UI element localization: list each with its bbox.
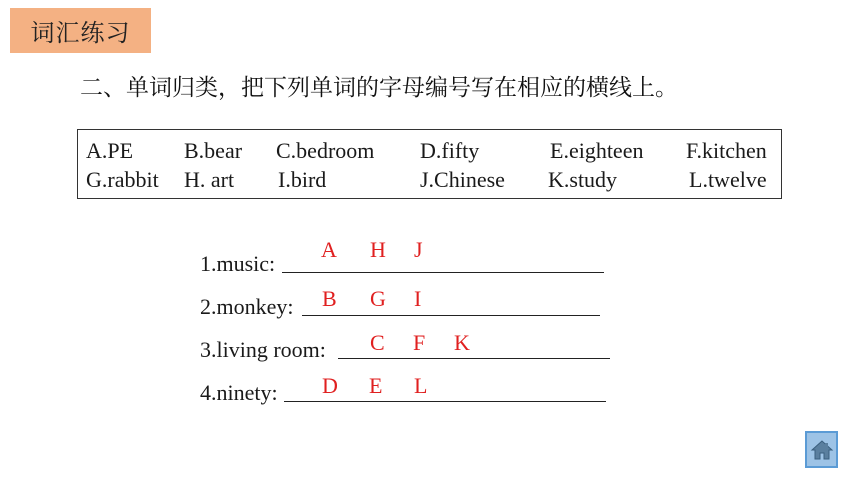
answer-letter: D (322, 373, 338, 398)
answer-letter: J (414, 237, 423, 262)
answer-letter: I (414, 286, 422, 311)
word-item: D.fifty (420, 138, 480, 163)
answer-blank[interactable] (302, 315, 600, 316)
word-item: G.rabbit (86, 167, 159, 192)
word-item: I.bird (278, 167, 327, 192)
answer-letter: B (322, 286, 337, 311)
answer-blank[interactable] (282, 272, 604, 273)
section-title: 词汇练习 (30, 19, 131, 47)
instruction-text: 二、单词归类，把下列单词的字母编号写在相应的横线上。 (80, 75, 678, 101)
word-item: C.bedroom (276, 138, 375, 163)
answer-blank[interactable] (284, 401, 606, 402)
word-item: F.kitchen (686, 138, 767, 163)
word-item: J.Chinese (420, 167, 505, 192)
answer-letter: H (370, 237, 386, 262)
question-label: 2.monkey: (200, 294, 294, 319)
home-button[interactable] (805, 431, 838, 468)
answer-letter: E (369, 373, 383, 398)
question-label: 3.living room: (200, 337, 326, 362)
home-icon (810, 438, 834, 462)
word-item: A.PE (86, 138, 134, 163)
word-item: K.study (548, 167, 618, 192)
answer-blank[interactable] (338, 358, 610, 359)
word-item: E.eighteen (550, 138, 644, 163)
section-title-tag (10, 8, 151, 53)
answer-letter: F (413, 330, 426, 355)
word-item: H. art (184, 167, 235, 192)
word-item: B.bear (184, 138, 243, 163)
answer-letter: L (414, 373, 428, 398)
answer-letter: K (454, 330, 470, 355)
question-label: 1.music: (200, 251, 276, 276)
word-bank-box (77, 129, 782, 199)
word-item: L.twelve (689, 167, 767, 192)
question-label: 4.ninety: (200, 380, 278, 405)
answer-letter: C (370, 330, 385, 355)
answer-letter: A (321, 237, 337, 262)
answer-letter: G (370, 286, 386, 311)
